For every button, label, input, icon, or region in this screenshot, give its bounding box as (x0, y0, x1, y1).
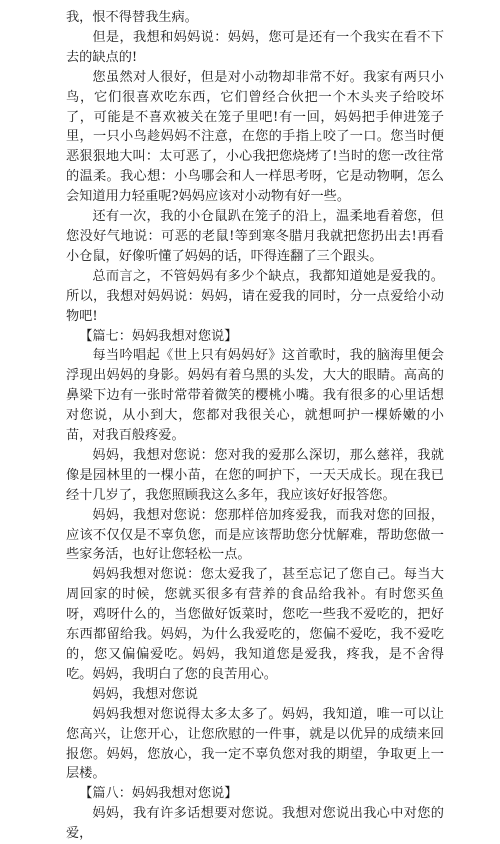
section-heading-8: 【篇八：妈妈我想对您说】 (79, 786, 238, 802)
paragraph-5: 总而言之，不管妈妈有多少个缺点，我都知道她是爱我的。所以，我想对妈妈说：妈妈，请在爱我的同时，分一点爱给小动物吧! (66, 268, 444, 324)
paragraph-12: 妈妈，我有许多话想要对您说。我想对您说出我心中对您的爱， (66, 806, 444, 842)
paragraph-2: 但是，我想和妈妈说：妈妈，您可是还有一个我实在看不下去的缺点的! (66, 29, 444, 65)
paragraph-1: 我，恨不得替我生病。 (66, 10, 198, 25)
paragraph-7: 妈妈，我想对您说：您对我的爱那么深切，那么慈祥，我就像是园林里的一棵小苗，在您的呵护下，一天天成长。现在我已经十几岁了，我您照顾我这么多年，我应该好好报答您。 (66, 447, 444, 503)
section-heading-7: 【篇七：妈妈我想对您说】 (79, 328, 238, 344)
paragraph-8: 妈妈，我想对您说：您那样倍加疼爱我，而我对您的回报，应该不仅仅是不辜负您，而是应该帮助您分忧解难，帮助您做一些家务活，也好让您轻松一点。 (66, 507, 444, 563)
paragraph-3: 您虽然对人很好，但是对小动物却非常不好。我家有两只小鸟，它们很喜欢吃东西，它们曾经合伙把一个木头夹子给咬坏了，可能是不喜欢被关在笼子里吧!有一回，妈妈把手伸进笼子里，一只小鸟趁妈妈不注意，在您的手指上咬了一口。您当时便恶狠狠地大叫：太可恶了，小心我把您烧烤了!当时的您一改往常的温柔。我心想：小鸟哪会和人一样思考呀，它是动物啊，怎么会知道用力轻重呢?妈妈应该对小动物有好一些。 (66, 69, 444, 205)
paragraph-10: 妈妈，我想对您说 (92, 686, 198, 702)
paragraph-4: 还有一次，我的小仓鼠趴在笼子的沿上，温柔地看着您，但您没好气地说：可恶的老鼠!等到寒冬腊月我就把您扔出去!再看小仓鼠，好像听懂了妈妈的话，吓得连翻了三个跟头。 (66, 209, 444, 264)
paragraph-11: 妈妈我想对您说得太多太多了。妈妈，我知道，唯一可以让您高兴，让您开心，让您欣慰的一件事，就是以优异的成绩来回报您。妈妈，您放心，我一定不辜负您对我的期望，争取更上一层楼。 (66, 706, 444, 782)
paragraph-9: 妈妈我想对您说：您太爱我了，甚至忘记了您自己。每当大周回家的时候，您就买很多有营养的食品给我补。有时您买鱼呀，鸡呀什么的，当您做好饭菜时，您吃一些我不爱吃的，把好东西都留给我。妈妈，为什么我爱吃的，您偏不爱吃，我不爱吃的，您又偏偏爱吃。妈妈，我知道您是爱我，疼我，是不舍得吃。妈妈，我明白了您的良苦用心。 (66, 567, 444, 682)
paragraph-6: 每当吟唱起《世上只有妈妈好》这首歌时，我的脑海里便会浮现出妈妈的身影。妈妈有着乌黑的头发，大大的眼睛。高高的鼻梁下边有一张时常带着微笑的樱桃小嘴。我有很多的心里话想对您说，从小到大，您都对我很关心，就想呵护一棵娇嫩的小苗，对我百般疼爱。 (66, 348, 444, 444)
